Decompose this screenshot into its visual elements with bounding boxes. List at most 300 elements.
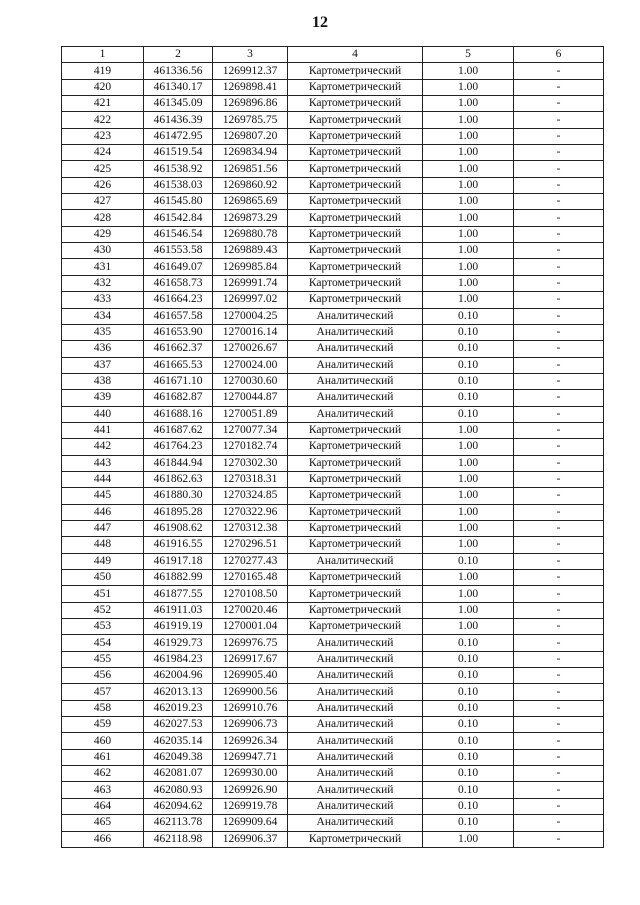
cell-point-number: 422	[62, 112, 144, 128]
cell-point-number: 436	[62, 341, 144, 357]
cell-method: Аналитический	[288, 798, 423, 814]
cell-coord-x: 461917.18	[144, 553, 213, 569]
cell-method: Аналитический	[288, 717, 423, 733]
cell-method: Картометрический	[288, 210, 423, 226]
cell-point-number: 446	[62, 504, 144, 520]
table-row	[62, 210, 604, 226]
cell-method: Картометрический	[288, 537, 423, 553]
cell-accuracy: 0.10	[423, 357, 514, 373]
cell-coord-y: 1269785.75	[213, 112, 288, 128]
cell-point-number: 449	[62, 553, 144, 569]
cell-coord-y: 1270026.67	[213, 341, 288, 357]
cell-coord-y: 1270044.87	[213, 390, 288, 406]
cell-coord-x: 461345.09	[144, 96, 213, 112]
cell-accuracy: 1.00	[423, 602, 514, 618]
cell-coord-x: 461336.56	[144, 63, 213, 79]
table-row	[62, 537, 604, 553]
cell-coord-y: 1270296.51	[213, 537, 288, 553]
cell-note: -	[514, 553, 604, 569]
cell-method: Аналитический	[288, 815, 423, 831]
cell-coord-x: 461649.07	[144, 259, 213, 275]
cell-coord-x: 461984.23	[144, 651, 213, 667]
cell-method: Картометрический	[288, 602, 423, 618]
cell-note: -	[514, 161, 604, 177]
coordinates-table	[61, 46, 604, 848]
table-row	[62, 749, 604, 765]
cell-accuracy: 1.00	[423, 439, 514, 455]
cell-coord-x: 462004.96	[144, 668, 213, 684]
cell-accuracy: 1.00	[423, 520, 514, 536]
cell-method: Картометрический	[288, 586, 423, 602]
cell-note: -	[514, 537, 604, 553]
cell-coord-y: 1270312.38	[213, 520, 288, 536]
cell-coord-y: 1269930.00	[213, 766, 288, 782]
cell-coord-y: 1270324.85	[213, 488, 288, 504]
cell-accuracy: 1.00	[423, 619, 514, 635]
cell-note: -	[514, 128, 604, 144]
cell-coord-x: 461664.23	[144, 292, 213, 308]
cell-method: Картометрический	[288, 520, 423, 536]
cell-method: Аналитический	[288, 324, 423, 340]
cell-method: Картометрический	[288, 455, 423, 471]
cell-accuracy: 1.00	[423, 145, 514, 161]
cell-point-number: 425	[62, 161, 144, 177]
cell-accuracy: 1.00	[423, 226, 514, 242]
cell-accuracy: 0.10	[423, 700, 514, 716]
cell-point-number: 448	[62, 537, 144, 553]
cell-point-number: 432	[62, 275, 144, 291]
cell-point-number: 419	[62, 63, 144, 79]
cell-accuracy: 0.10	[423, 373, 514, 389]
cell-accuracy: 1.00	[423, 831, 514, 847]
cell-method: Картометрический	[288, 63, 423, 79]
table-row	[62, 275, 604, 291]
cell-point-number: 430	[62, 243, 144, 259]
cell-method: Картометрический	[288, 504, 423, 520]
column-header-6: 6	[514, 47, 604, 63]
cell-point-number: 456	[62, 668, 144, 684]
cell-coord-y: 1270001.04	[213, 619, 288, 635]
cell-coord-y: 1269919.78	[213, 798, 288, 814]
table-row	[62, 439, 604, 455]
cell-coord-x: 461764.23	[144, 439, 213, 455]
cell-coord-x: 461662.37	[144, 341, 213, 357]
cell-accuracy: 0.10	[423, 341, 514, 357]
cell-point-number: 431	[62, 259, 144, 275]
cell-coord-x: 461682.87	[144, 390, 213, 406]
cell-accuracy: 1.00	[423, 177, 514, 193]
cell-coord-x: 461880.30	[144, 488, 213, 504]
column-header-4: 4	[288, 47, 423, 63]
cell-coord-x: 462027.53	[144, 717, 213, 733]
cell-method: Картометрический	[288, 161, 423, 177]
cell-point-number: 450	[62, 570, 144, 586]
table-row	[62, 145, 604, 161]
column-header-1: 1	[62, 47, 144, 63]
cell-note: -	[514, 684, 604, 700]
cell-method: Картометрический	[288, 488, 423, 504]
cell-point-number: 421	[62, 96, 144, 112]
cell-note: -	[514, 586, 604, 602]
cell-coord-x: 461542.84	[144, 210, 213, 226]
cell-note: -	[514, 635, 604, 651]
table-row	[62, 831, 604, 847]
cell-accuracy: 0.10	[423, 635, 514, 651]
cell-coord-y: 1270051.89	[213, 406, 288, 422]
cell-point-number: 441	[62, 422, 144, 438]
cell-point-number: 453	[62, 619, 144, 635]
cell-note: -	[514, 651, 604, 667]
cell-coord-y: 1269906.37	[213, 831, 288, 847]
cell-accuracy: 1.00	[423, 292, 514, 308]
cell-coord-x: 462113.78	[144, 815, 213, 831]
cell-method: Аналитический	[288, 373, 423, 389]
cell-note: -	[514, 733, 604, 749]
cell-accuracy: 0.10	[423, 651, 514, 667]
cell-method: Картометрический	[288, 439, 423, 455]
cell-accuracy: 1.00	[423, 586, 514, 602]
cell-coord-x: 461657.58	[144, 308, 213, 324]
cell-point-number: 427	[62, 194, 144, 210]
cell-coord-y: 1270020.46	[213, 602, 288, 618]
cell-accuracy: 1.00	[423, 79, 514, 95]
cell-point-number: 460	[62, 733, 144, 749]
cell-accuracy: 0.10	[423, 782, 514, 798]
cell-accuracy: 0.10	[423, 308, 514, 324]
cell-coord-y: 1269807.20	[213, 128, 288, 144]
cell-method: Аналитический	[288, 651, 423, 667]
cell-point-number: 459	[62, 717, 144, 733]
cell-coord-y: 1269851.56	[213, 161, 288, 177]
cell-coord-y: 1270277.43	[213, 553, 288, 569]
cell-note: -	[514, 308, 604, 324]
table-row	[62, 112, 604, 128]
cell-accuracy: 1.00	[423, 128, 514, 144]
cell-coord-x: 461688.16	[144, 406, 213, 422]
cell-coord-y: 1269976.75	[213, 635, 288, 651]
table-row	[62, 128, 604, 144]
cell-accuracy: 0.10	[423, 815, 514, 831]
cell-coord-y: 1269905.40	[213, 668, 288, 684]
cell-point-number: 426	[62, 177, 144, 193]
cell-note: -	[514, 96, 604, 112]
table-row	[62, 177, 604, 193]
cell-coord-y: 1269860.92	[213, 177, 288, 193]
cell-coord-x: 461916.55	[144, 537, 213, 553]
table-row	[62, 161, 604, 177]
table-row	[62, 455, 604, 471]
cell-coord-y: 1270165.48	[213, 570, 288, 586]
cell-method: Аналитический	[288, 684, 423, 700]
cell-method: Аналитический	[288, 668, 423, 684]
cell-note: -	[514, 112, 604, 128]
cell-method: Картометрический	[288, 831, 423, 847]
table-row	[62, 619, 604, 635]
table-header-row	[62, 47, 604, 63]
cell-note: -	[514, 798, 604, 814]
cell-method: Картометрический	[288, 177, 423, 193]
cell-method: Картометрический	[288, 96, 423, 112]
cell-accuracy: 0.10	[423, 766, 514, 782]
table-row	[62, 243, 604, 259]
column-header-5: 5	[423, 47, 514, 63]
cell-note: -	[514, 341, 604, 357]
column-header-3: 3	[213, 47, 288, 63]
cell-method: Картометрический	[288, 128, 423, 144]
cell-coord-y: 1270016.14	[213, 324, 288, 340]
table-row	[62, 324, 604, 340]
cell-method: Аналитический	[288, 406, 423, 422]
cell-coord-y: 1269865.69	[213, 194, 288, 210]
cell-note: -	[514, 406, 604, 422]
cell-accuracy: 1.00	[423, 63, 514, 79]
cell-point-number: 420	[62, 79, 144, 95]
cell-coord-y: 1269926.90	[213, 782, 288, 798]
cell-note: -	[514, 422, 604, 438]
cell-note: -	[514, 390, 604, 406]
cell-accuracy: 1.00	[423, 210, 514, 226]
cell-accuracy: 0.10	[423, 749, 514, 765]
cell-method: Картометрический	[288, 275, 423, 291]
cell-coord-y: 1269985.84	[213, 259, 288, 275]
cell-note: -	[514, 700, 604, 716]
cell-note: -	[514, 210, 604, 226]
cell-accuracy: 0.10	[423, 324, 514, 340]
page-number: 12	[312, 14, 328, 31]
cell-coord-y: 1269834.94	[213, 145, 288, 161]
cell-accuracy: 1.00	[423, 570, 514, 586]
cell-coord-x: 461919.19	[144, 619, 213, 635]
cell-coord-x: 461929.73	[144, 635, 213, 651]
cell-method: Аналитический	[288, 635, 423, 651]
table-row	[62, 717, 604, 733]
cell-coord-x: 461340.17	[144, 79, 213, 95]
cell-coord-x: 461545.80	[144, 194, 213, 210]
cell-point-number: 457	[62, 684, 144, 700]
cell-coord-x: 461862.63	[144, 471, 213, 487]
cell-note: -	[514, 259, 604, 275]
cell-accuracy: 0.10	[423, 390, 514, 406]
cell-accuracy: 0.10	[423, 717, 514, 733]
table-row	[62, 668, 604, 684]
cell-coord-x: 461844.94	[144, 455, 213, 471]
cell-point-number: 461	[62, 749, 144, 765]
cell-coord-x: 461895.28	[144, 504, 213, 520]
cell-note: -	[514, 831, 604, 847]
cell-method: Картометрический	[288, 243, 423, 259]
cell-coord-y: 1269917.67	[213, 651, 288, 667]
cell-method: Картометрический	[288, 112, 423, 128]
table-row	[62, 259, 604, 275]
cell-point-number: 434	[62, 308, 144, 324]
cell-point-number: 433	[62, 292, 144, 308]
cell-method: Аналитический	[288, 357, 423, 373]
cell-coord-y: 1269898.41	[213, 79, 288, 95]
cell-accuracy: 0.10	[423, 668, 514, 684]
cell-note: -	[514, 570, 604, 586]
cell-method: Аналитический	[288, 733, 423, 749]
cell-coord-y: 1269880.78	[213, 226, 288, 242]
cell-coord-x: 462019.23	[144, 700, 213, 716]
cell-accuracy: 1.00	[423, 112, 514, 128]
cell-method: Аналитический	[288, 308, 423, 324]
cell-note: -	[514, 488, 604, 504]
cell-coord-x: 461553.58	[144, 243, 213, 259]
cell-point-number: 462	[62, 766, 144, 782]
cell-coord-y: 1270108.50	[213, 586, 288, 602]
table-row	[62, 570, 604, 586]
cell-coord-y: 1269926.34	[213, 733, 288, 749]
cell-accuracy: 1.00	[423, 537, 514, 553]
cell-accuracy: 0.10	[423, 798, 514, 814]
cell-method: Аналитический	[288, 553, 423, 569]
cell-coord-y: 1270004.25	[213, 308, 288, 324]
cell-point-number: 443	[62, 455, 144, 471]
cell-point-number: 439	[62, 390, 144, 406]
cell-note: -	[514, 471, 604, 487]
cell-method: Картометрический	[288, 471, 423, 487]
table-row	[62, 406, 604, 422]
cell-coord-y: 1270077.34	[213, 422, 288, 438]
cell-accuracy: 0.10	[423, 553, 514, 569]
table-row	[62, 520, 604, 536]
cell-method: Картометрический	[288, 570, 423, 586]
cell-point-number: 458	[62, 700, 144, 716]
cell-note: -	[514, 668, 604, 684]
cell-method: Картометрический	[288, 226, 423, 242]
table-row	[62, 471, 604, 487]
cell-point-number: 438	[62, 373, 144, 389]
table-row	[62, 586, 604, 602]
table-row	[62, 782, 604, 798]
table-row	[62, 504, 604, 520]
cell-note: -	[514, 749, 604, 765]
cell-accuracy: 1.00	[423, 194, 514, 210]
cell-point-number: 463	[62, 782, 144, 798]
cell-coord-y: 1269896.86	[213, 96, 288, 112]
cell-coord-x: 461882.99	[144, 570, 213, 586]
cell-point-number: 429	[62, 226, 144, 242]
cell-note: -	[514, 455, 604, 471]
table-row	[62, 488, 604, 504]
cell-coord-y: 1270024.00	[213, 357, 288, 373]
cell-note: -	[514, 782, 604, 798]
cell-method: Аналитический	[288, 749, 423, 765]
cell-accuracy: 1.00	[423, 471, 514, 487]
cell-point-number: 435	[62, 324, 144, 340]
cell-accuracy: 0.10	[423, 406, 514, 422]
cell-note: -	[514, 177, 604, 193]
cell-point-number: 424	[62, 145, 144, 161]
cell-accuracy: 1.00	[423, 488, 514, 504]
table-row	[62, 292, 604, 308]
cell-coord-x: 461538.03	[144, 177, 213, 193]
table-row	[62, 96, 604, 112]
table-row	[62, 798, 604, 814]
cell-coord-x: 462049.38	[144, 749, 213, 765]
cell-point-number: 428	[62, 210, 144, 226]
cell-note: -	[514, 717, 604, 733]
cell-coord-y: 1269947.71	[213, 749, 288, 765]
cell-coord-x: 461472.95	[144, 128, 213, 144]
cell-coord-y: 1270030.60	[213, 373, 288, 389]
table-row	[62, 700, 604, 716]
cell-coord-y: 1270322.96	[213, 504, 288, 520]
cell-accuracy: 1.00	[423, 96, 514, 112]
cell-note: -	[514, 79, 604, 95]
cell-coord-x: 461687.62	[144, 422, 213, 438]
table-row	[62, 390, 604, 406]
cell-note: -	[514, 226, 604, 242]
cell-point-number: 451	[62, 586, 144, 602]
cell-coord-x: 461546.54	[144, 226, 213, 242]
table-row	[62, 602, 604, 618]
column-header-2: 2	[144, 47, 213, 63]
cell-point-number: 423	[62, 128, 144, 144]
cell-note: -	[514, 766, 604, 782]
cell-method: Аналитический	[288, 700, 423, 716]
cell-accuracy: 0.10	[423, 733, 514, 749]
cell-accuracy: 1.00	[423, 504, 514, 520]
cell-accuracy: 1.00	[423, 259, 514, 275]
cell-note: -	[514, 292, 604, 308]
cell-note: -	[514, 275, 604, 291]
cell-coord-x: 461908.62	[144, 520, 213, 536]
cell-note: -	[514, 439, 604, 455]
cell-coord-y: 1269873.29	[213, 210, 288, 226]
cell-coord-x: 462081.07	[144, 766, 213, 782]
cell-method: Аналитический	[288, 766, 423, 782]
cell-coord-y: 1269906.73	[213, 717, 288, 733]
cell-coord-y: 1269991.74	[213, 275, 288, 291]
table-row	[62, 635, 604, 651]
cell-coord-x: 462080.93	[144, 782, 213, 798]
cell-accuracy: 1.00	[423, 161, 514, 177]
cell-accuracy: 1.00	[423, 243, 514, 259]
cell-coord-y: 1270182.74	[213, 439, 288, 455]
table-row	[62, 357, 604, 373]
cell-method: Аналитический	[288, 341, 423, 357]
cell-coord-x: 461519.54	[144, 145, 213, 161]
cell-accuracy: 1.00	[423, 455, 514, 471]
cell-coord-y: 1270302.30	[213, 455, 288, 471]
table-row	[62, 553, 604, 569]
cell-coord-x: 461658.73	[144, 275, 213, 291]
cell-coord-x: 461436.39	[144, 112, 213, 128]
cell-note: -	[514, 194, 604, 210]
cell-note: -	[514, 815, 604, 831]
cell-point-number: 437	[62, 357, 144, 373]
cell-coord-x: 462013.13	[144, 684, 213, 700]
cell-accuracy: 1.00	[423, 422, 514, 438]
cell-coord-y: 1269889.43	[213, 243, 288, 259]
cell-note: -	[514, 373, 604, 389]
table-row	[62, 373, 604, 389]
cell-note: -	[514, 520, 604, 536]
cell-method: Картометрический	[288, 292, 423, 308]
table-row	[62, 226, 604, 242]
cell-method: Картометрический	[288, 259, 423, 275]
table-row	[62, 651, 604, 667]
cell-note: -	[514, 602, 604, 618]
cell-note: -	[514, 243, 604, 259]
cell-coord-y: 1269900.56	[213, 684, 288, 700]
table-row	[62, 308, 604, 324]
cell-point-number: 455	[62, 651, 144, 667]
table-body	[62, 63, 604, 848]
table-row	[62, 733, 604, 749]
cell-point-number: 464	[62, 798, 144, 814]
